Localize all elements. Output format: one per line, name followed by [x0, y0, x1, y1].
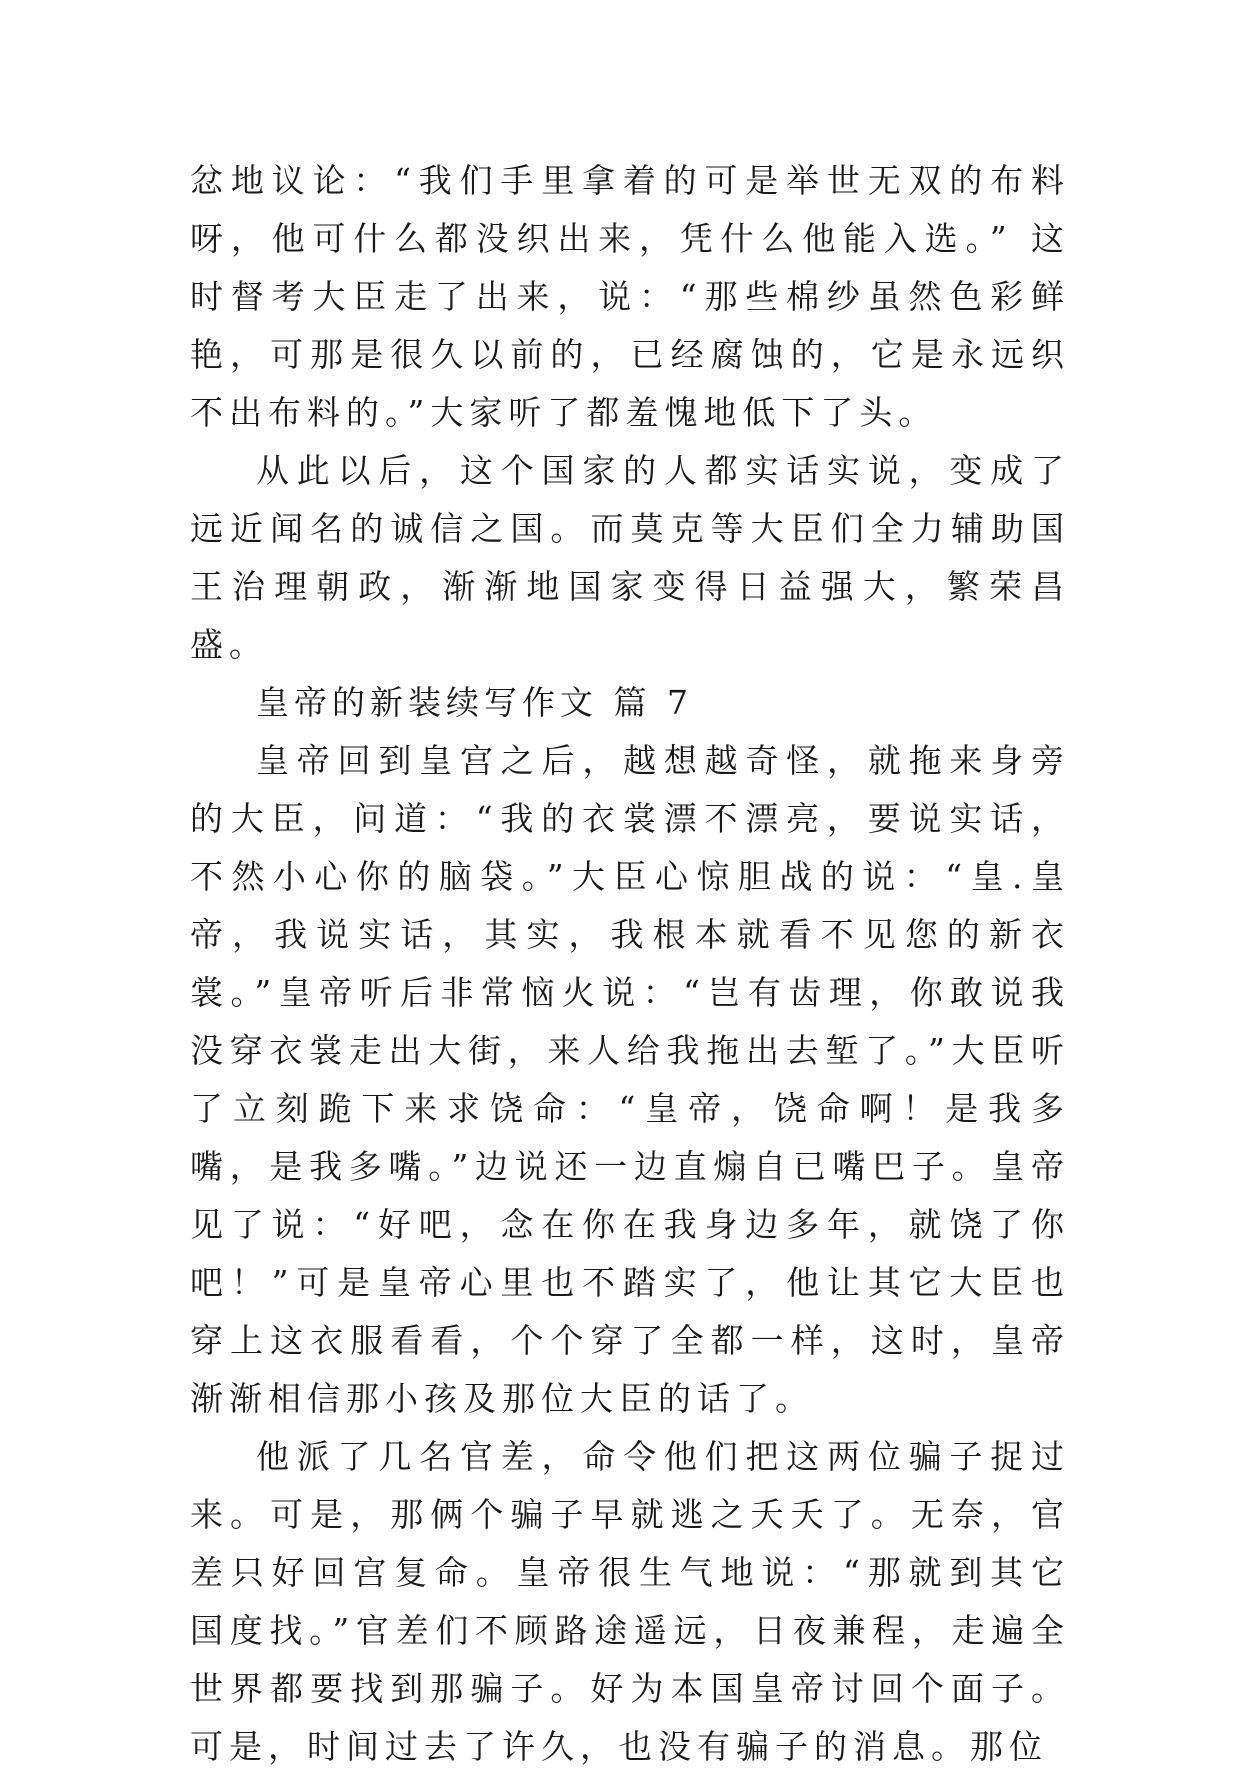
paragraph-2: 从此以后，这个国家的人都实话实说，变成了远近闻名的诚信之国。而莫克等大臣们全力辅助国王治理朝政，渐渐地国家变得日益强大，繁荣昌盛。 [190, 451, 1070, 664]
paragraph-1: 忿地议论：“我们手里拿着的可是举世无双的布料呀，他可什么都没织出来，凭什么他能入选。” 这时督考大臣走了出来，说：“那些棉纱虽然色彩鲜艳，可那是很久以前的，已经腐蚀的，它是永远织不出布料的。”大家听了都羞愧地低下了头。 [190, 161, 1070, 432]
document-body [190, 152, 1070, 1776]
paragraph-3: 皇帝回到皇宫之后，越想越奇怪，就拖来身旁的大臣，问道：“我的衣裳漂不漂亮，要说实话，不然小心你的脑袋。”大臣心惊胆战的说：“皇.皇帝，我说实话，其实，我根本就看不见您的新衣裳。”皇帝听后非常恼火说：“岂有齿理，你敢说我没穿衣裳走出大街，来人给我拖出去堑了。”大臣听了立刻跪下来求饶命：“皇帝，饶命啊！是我多嘴，是我多嘴。”边说还一边直煽自已嘴巴子。皇帝见了说：“好吧，念在你在我身边多年，就饶了你吧！”可是皇帝心里也不踏实了，他让其它大臣也穿上这衣服看看，个个穿了全都一样，这时，皇帝渐渐相信那小孩及那位大臣的话了。 [190, 741, 1070, 1418]
paragraph-4: 他派了几名官差，命令他们把这两位骗子捉过来。可是，那俩个骗子早就逃之夭夭了。无奈，官差只好回宫复命。皇帝很生气地说：“那就到其它国度找。”官差们不顾路途遥远，日夜兼程，走遍全世界都要找到那骗子。好为本国皇帝讨回个面子。可是，时间过去了许久，也没有骗子的消息。那位 [190, 1437, 1070, 1766]
section-heading: 皇帝的新装续写作文 篇 7 [256, 683, 693, 722]
